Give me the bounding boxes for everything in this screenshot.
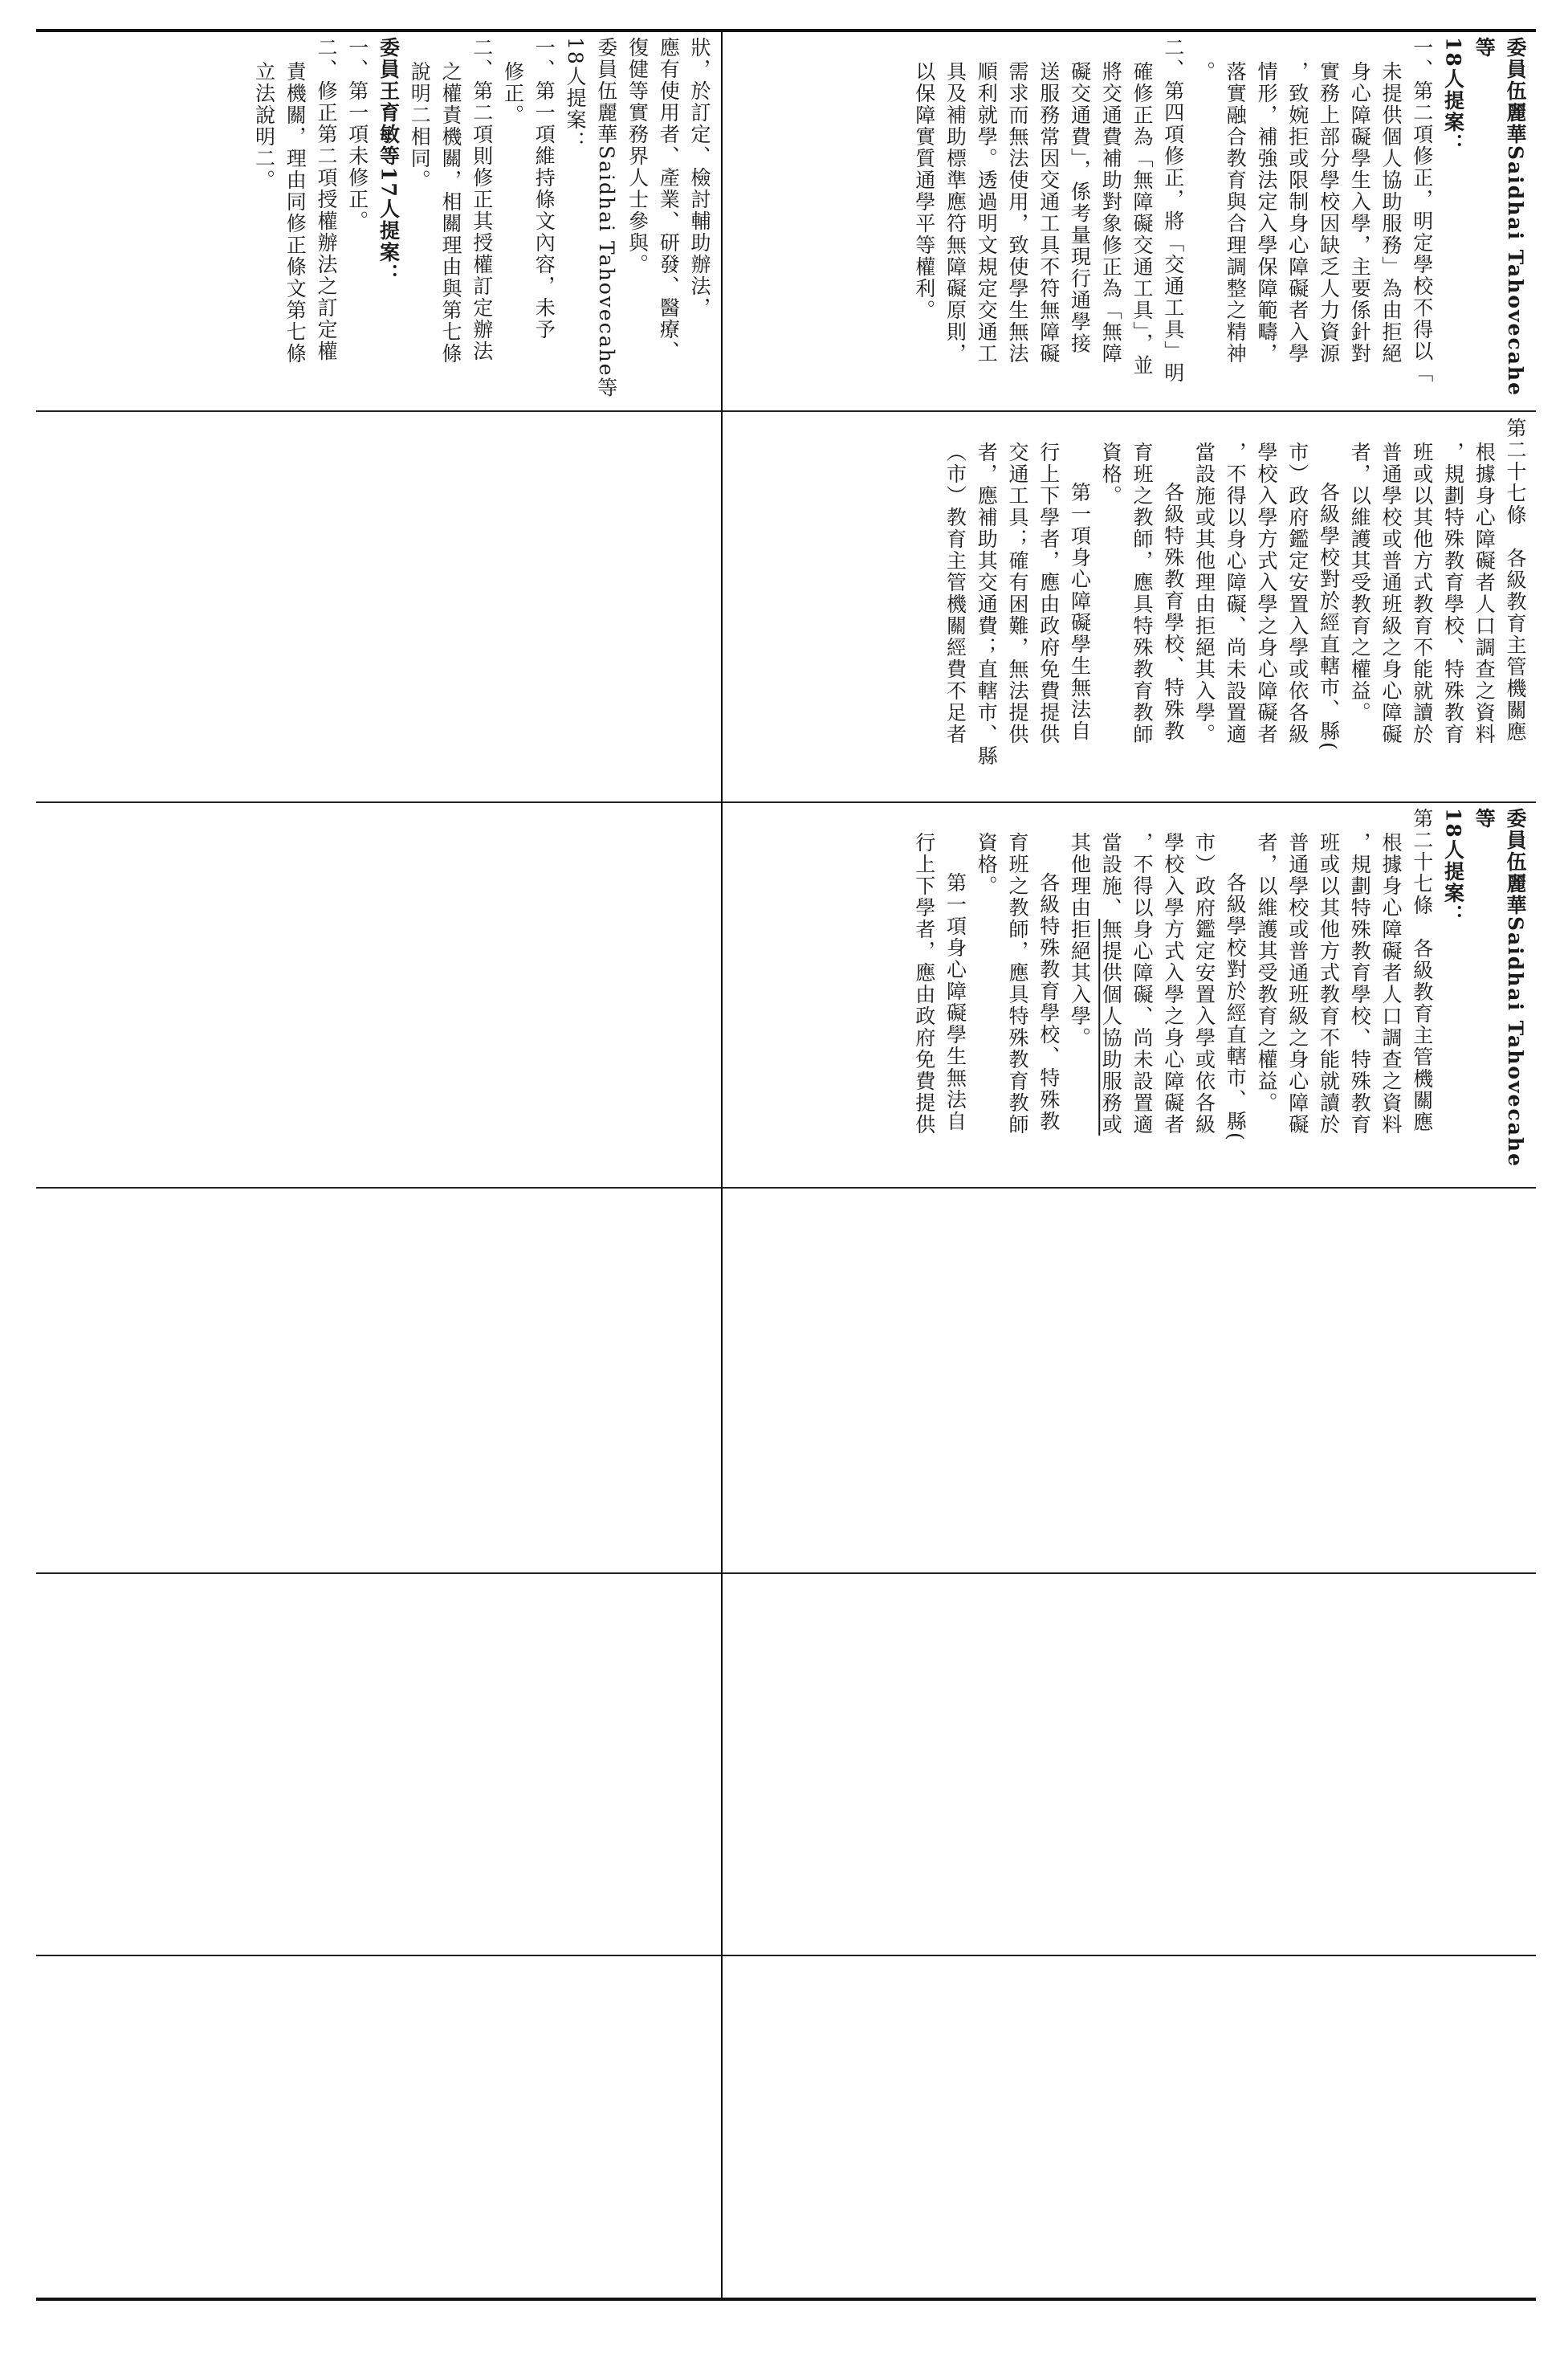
text-line: 責機關，理由同修正條文第七條 — [283, 61, 307, 365]
text-line: 根據身心障礙者人口調查之資料 — [1379, 832, 1403, 1136]
proposed-law-cell — [727, 808, 1530, 1182]
text-line: 各級學校對於經直轄市、縣( — [1224, 872, 1248, 1142]
text-line: 說明二相同。 — [408, 61, 432, 191]
text-line: 根據身心障礙者人口調查之資料 — [1472, 442, 1497, 745]
text-line: 應有使用者、產業、研發、醫療、 — [657, 37, 681, 362]
text-line: 者，應補助其交通費；直轄市、縣 — [975, 442, 999, 767]
text-line: 順利就學。透過明文規定交通工 — [975, 61, 999, 365]
article-line: 第二十七條 各級教育主管機關應 — [1504, 418, 1527, 743]
text-line: 普通學校或普通班級之身心障礙 — [1379, 442, 1403, 745]
text-line: 第一項身心障礙學生無法自 — [1068, 482, 1092, 742]
right-row-divider-5 — [723, 1955, 1536, 1956]
bottom-rule — [36, 2298, 1536, 2301]
text-line: 情形，補強法定入學保障範疇， — [1255, 61, 1278, 365]
text-line: 市）政府鑑定安置入學或依各級 — [1192, 832, 1216, 1136]
right-row-divider-3 — [723, 1187, 1536, 1189]
text-line: 學校入學方式入學之身心障礙者 — [1255, 442, 1278, 745]
text-line: 普通學校或普通班級之身心障礙 — [1285, 832, 1309, 1136]
item-line: 二、第二項則修正其授權訂定辦法 — [470, 37, 494, 362]
text-line: 班或以其他方式教育不能就讀於 — [1410, 442, 1434, 745]
text-line: 交通工具；確有困難，無法提供 — [1006, 442, 1029, 745]
item-line: 二、第四項修正，將「交通工具」明 — [1161, 37, 1185, 384]
text-line: ，致婉拒或限制身心障礙者入學 — [1285, 61, 1309, 365]
text-line: 狀，於訂定、檢討輔助辦法， — [688, 37, 711, 319]
text-line: ，不得以身心障礙、尚未設置適 — [1130, 832, 1154, 1136]
left-row-divider-3 — [36, 1187, 721, 1189]
text-line: 落實融合教育與合理調整之精神 — [1224, 61, 1248, 365]
text-line: 班或以其他方式教育不能就讀於 — [1317, 832, 1341, 1136]
text-line: 之權責機關，相關理由與第七條 — [439, 61, 462, 365]
right-row-divider-2 — [723, 801, 1536, 803]
text-line: 確修正為「無障礙交通工具」，並 — [1130, 61, 1154, 377]
text-line: 學校入學方式入學之身心障礙者 — [1161, 832, 1185, 1136]
underlined-amendment: 無提供個人協助服務或 — [1099, 919, 1123, 1136]
text-line: 送服務常因交通工具不符無障礙 — [1037, 61, 1061, 365]
text-line: 行上下學者，應由政府免費提供 — [912, 832, 936, 1136]
text-line: 礙交通費」，係考量現行通學接 — [1068, 61, 1092, 355]
left-row-divider-2 — [36, 801, 721, 803]
left-row-divider-5 — [36, 1955, 721, 1956]
item-line: 一、第二項修正，明定學校不得以「 — [1410, 37, 1434, 384]
text-line: （市）教育主管機關經費不足者 — [943, 442, 967, 745]
proposal-heading-cont: 18人提案： — [1441, 808, 1465, 926]
text-line: 市）政府鑑定安置入學或依各級 — [1285, 442, 1309, 745]
text-line: 其他理由拒絕其入學。 — [1068, 832, 1092, 1049]
right-row-divider-1 — [723, 410, 1536, 412]
text-line: ，不得以身心障礙、尚未設置適 — [1224, 442, 1248, 745]
text-line: 需求而無法使用，致使學生無法 — [1006, 61, 1029, 365]
text-line: 未提供個人協助服務」為由拒絕 — [1379, 61, 1403, 365]
text-line: ，規劃特殊教育學校、特殊教育 — [1441, 442, 1465, 745]
text-line: 者，以維護其受教育之權益。 — [1255, 832, 1278, 1114]
text-segment: 當設施、 — [1099, 832, 1123, 919]
right-row-divider-4 — [723, 1572, 1536, 1574]
text-line: 身心障礙學生入學，主要係針對 — [1348, 61, 1372, 365]
proposal-heading: 委員伍麗華Saidhai Tahovecahe等 — [594, 37, 618, 399]
proposal-heading-cont: 18人提案： — [1441, 37, 1465, 155]
text-line: 。 — [1192, 61, 1216, 83]
right-explanation-cell — [727, 37, 1530, 405]
item-line: 二、修正第二項授權辦法之訂定權 — [315, 37, 338, 362]
current-law-cell — [727, 418, 1530, 797]
text-line: 者，以維護其受教育之權益。 — [1348, 442, 1372, 724]
text-line: 各級特殊教育學校、特殊教 — [1161, 482, 1185, 742]
text-line: 各級學校對於經直轄市、縣( — [1317, 482, 1341, 752]
item-line: 一、第一項未修正。 — [345, 37, 369, 232]
text-line: 育班之教師，應具特殊教育教師 — [1006, 832, 1029, 1136]
proposal-heading: 委員伍麗華Saidhai Tahovecahe等 — [1472, 808, 1527, 1168]
proposal-heading: 委員伍麗華Saidhai Tahovecahe等 — [1472, 37, 1527, 398]
text-line: 復健等實務界人士參與。 — [625, 37, 650, 275]
text-line-underlined — [1095, 808, 1126, 1182]
text-line: 第一項身心障礙學生無法自 — [943, 872, 967, 1132]
text-line: 以保障實質通學平等權利。 — [912, 61, 936, 321]
text-line: 修正。 — [501, 61, 525, 126]
top-rule — [36, 29, 1536, 32]
proposal-heading: 委員王育敏等17人提案： — [377, 37, 401, 285]
item-line: 一、第一項維持條文內容，未予 — [532, 37, 556, 341]
text-line: 各級特殊教育學校、特殊教 — [1037, 872, 1061, 1132]
article-line: 第二十七條 各級教育主管機關應 — [1410, 808, 1434, 1133]
text-line: 育班之教師，應具特殊教育教師 — [1130, 442, 1154, 745]
left-row-divider-1 — [36, 410, 721, 412]
text-line: ，規劃特殊教育學校、特殊教育 — [1348, 832, 1372, 1136]
proposal-heading-cont: 18人提案： — [564, 37, 587, 153]
text-line: 立法說明二。 — [252, 61, 276, 191]
left-explanation-cell — [42, 37, 715, 405]
text-line: 資格。 — [1099, 442, 1123, 507]
text-line: 將交通費補助對象修正為「無障 — [1099, 61, 1123, 365]
text-line: 行上下學者，應由政府免費提供 — [1037, 442, 1061, 745]
text-line: 實務上部分學校因缺乏人力資源 — [1317, 61, 1341, 365]
text-line: 具及補助標準應符無障礙原則， — [943, 61, 967, 365]
text-line: 資格。 — [975, 832, 999, 897]
left-row-divider-4 — [36, 1572, 721, 1574]
text-line: 當設施或其他理由拒絕其入學。 — [1192, 442, 1216, 745]
center-divider — [721, 31, 723, 2299]
